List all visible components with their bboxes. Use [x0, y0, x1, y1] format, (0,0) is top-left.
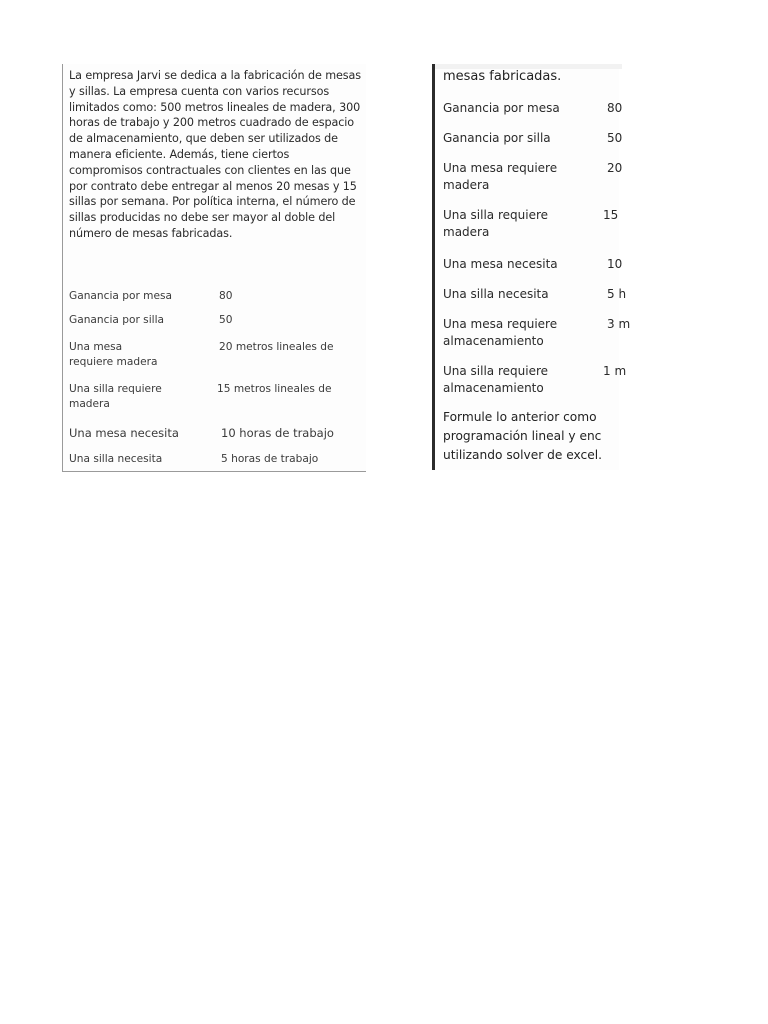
row-label: Ganancia por silla	[69, 314, 165, 326]
row-value: 1 m	[603, 364, 627, 378]
row-value: 15	[603, 208, 619, 222]
row-value: 20	[607, 161, 623, 175]
row-value: 5 horas de trabajo	[221, 453, 319, 465]
instructions-text	[443, 408, 703, 465]
row-label: Una mesa requiere almacenamiento	[443, 317, 558, 348]
row-label: Una mesa requiere madera	[69, 341, 158, 368]
instructions-line: utilizando solver de excel.	[443, 448, 602, 462]
row-value: 15 metros lineales de	[217, 383, 332, 395]
row-value: 50	[219, 314, 233, 326]
row-value: 3 m	[607, 317, 631, 331]
row-label: Una silla requiere almacenamiento	[443, 364, 549, 395]
row-label: Una silla requiere madera	[443, 208, 549, 239]
row-value: 10	[607, 257, 623, 271]
row-label: Una silla necesita	[69, 453, 163, 465]
row-label: Una mesa necesita	[69, 426, 179, 440]
panel-heading: mesas fabricadas.	[443, 69, 562, 84]
row-value: 5 h	[607, 287, 627, 301]
row-label: Una mesa requiere madera	[443, 161, 558, 192]
row-value: 80	[607, 101, 623, 115]
problem-paragraph: La empresa Jarvi se dedica a la fabricación de mesas y sillas. La empresa cuenta con varios recursos limitados como: 500 metros lineales de madera, 300 horas de trabajo y 200 metros cuadrado de espacio de almacenamiento, que deben ser utilizados de manera eficiente. Además, tiene ciertos compromisos contractuales con clientes en las que por contrato debe entregar al menos 20 mesas y 15 sillas por semana. Por política interna, el número de sillas producidas no debe ser mayor al doble del número de mesas fabricadas.	[69, 69, 361, 240]
problem-statement-panel	[62, 64, 366, 472]
row-label: Ganancia por mesa	[443, 101, 560, 115]
row-value: 10 horas de trabajo	[221, 426, 334, 440]
row-label: Una silla requiere madera	[69, 383, 162, 410]
row-value: 50	[607, 131, 623, 145]
row-label: Una mesa necesita	[443, 257, 558, 271]
row-label: Ganancia por silla	[443, 131, 551, 145]
row-value: 20 metros lineales de	[219, 341, 334, 353]
instructions-line: programación lineal y enc	[443, 429, 602, 443]
row-label: Una silla necesita	[443, 287, 549, 301]
data-table-panel	[432, 64, 631, 470]
instructions-line: Formule lo anterior como	[443, 410, 597, 424]
row-label: Ganancia por mesa	[69, 290, 173, 302]
row-value: 80	[219, 290, 233, 302]
